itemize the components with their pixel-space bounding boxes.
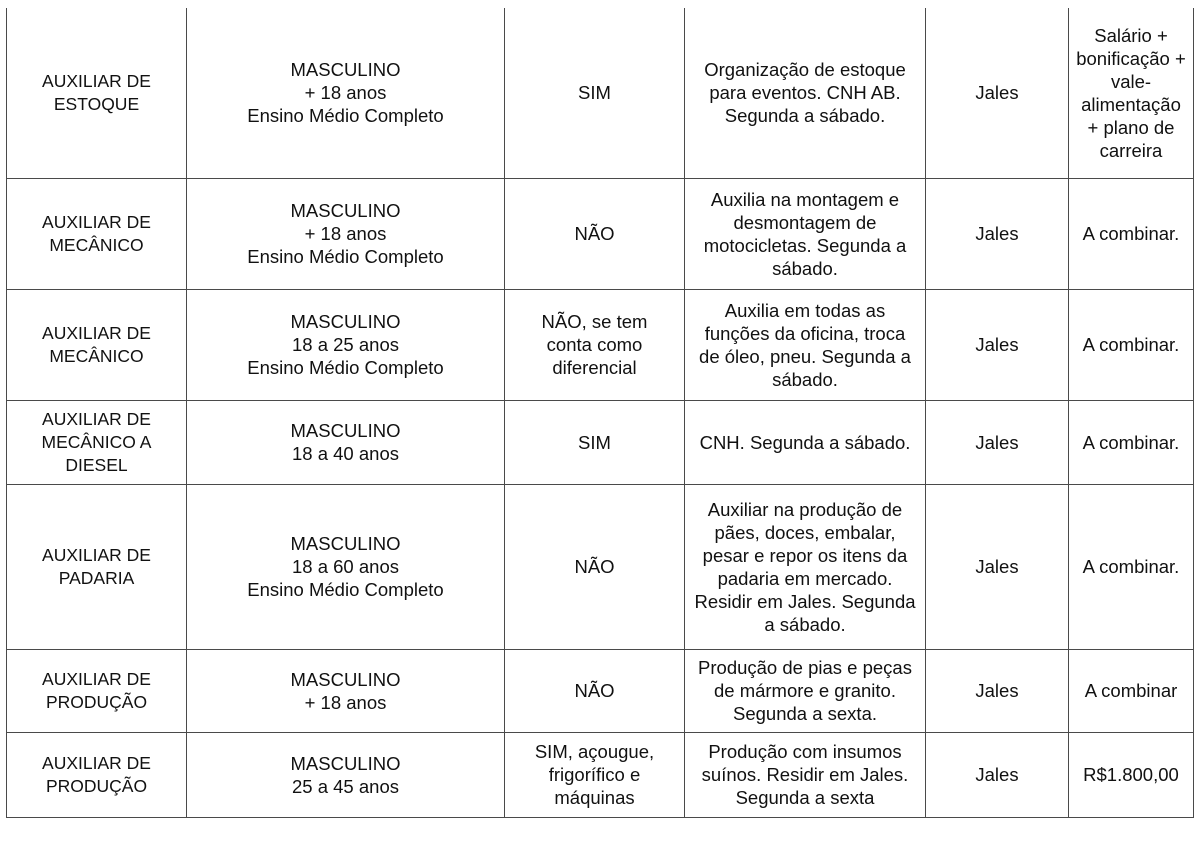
experience-cell: SIM, açougue, frigorífico e máquinas bbox=[505, 732, 685, 817]
table-row bbox=[7, 8, 1194, 178]
table-row bbox=[7, 732, 1194, 817]
profile-cell: MASCULINO 25 a 45 anos bbox=[187, 732, 505, 817]
job-title-cell: AUXILIAR DE MECÂNICO A DIESEL bbox=[7, 400, 187, 484]
description-cell: Auxiliar na produção de pães, doces, embalar, pesar e repor os itens da padaria em mercado. Residir em Jales. Segunda a sábado. bbox=[685, 484, 926, 649]
job-title-cell: AUXILIAR DE MECÂNICO bbox=[7, 178, 187, 289]
experience-cell: SIM bbox=[505, 400, 685, 484]
salary-cell: A combinar bbox=[1069, 649, 1194, 732]
city-cell: Jales bbox=[926, 649, 1069, 732]
salary-cell: A combinar. bbox=[1069, 289, 1194, 400]
job-title-cell: AUXILIAR DE ESTOQUE bbox=[7, 8, 187, 178]
salary-cell: A combinar. bbox=[1069, 400, 1194, 484]
job-title-cell: AUXILIAR DE PRODUÇÃO bbox=[7, 649, 187, 732]
table-row bbox=[7, 289, 1194, 400]
profile-cell: MASCULINO + 18 anos Ensino Médio Completo bbox=[187, 178, 505, 289]
job-title-cell: AUXILIAR DE PADARIA bbox=[7, 484, 187, 649]
profile-cell: MASCULINO + 18 anos bbox=[187, 649, 505, 732]
profile-cell: MASCULINO 18 a 25 anos Ensino Médio Completo bbox=[187, 289, 505, 400]
city-cell: Jales bbox=[926, 178, 1069, 289]
table-row bbox=[7, 178, 1194, 289]
table-row bbox=[7, 400, 1194, 484]
city-cell: Jales bbox=[926, 484, 1069, 649]
description-cell: Produção de pias e peças de mármore e granito. Segunda a sexta. bbox=[685, 649, 926, 732]
description-cell: Auxilia na montagem e desmontagem de motocicletas. Segunda a sábado. bbox=[685, 178, 926, 289]
job-title-cell: AUXILIAR DE PRODUÇÃO bbox=[7, 732, 187, 817]
city-cell: Jales bbox=[926, 400, 1069, 484]
experience-cell: SIM bbox=[505, 8, 685, 178]
profile-cell: MASCULINO + 18 anos Ensino Médio Completo bbox=[187, 8, 505, 178]
salary-cell: A combinar. bbox=[1069, 178, 1194, 289]
job-listings-table bbox=[6, 8, 1194, 818]
experience-cell: NÃO bbox=[505, 484, 685, 649]
salary-cell: R$1.800,00 bbox=[1069, 732, 1194, 817]
salary-cell: A combinar. bbox=[1069, 484, 1194, 649]
city-cell: Jales bbox=[926, 289, 1069, 400]
description-cell: CNH. Segunda a sábado. bbox=[685, 400, 926, 484]
experience-cell: NÃO bbox=[505, 649, 685, 732]
job-table-container bbox=[6, 8, 1193, 818]
description-cell: Auxilia em todas as funções da oficina, troca de óleo, pneu. Segunda a sábado. bbox=[685, 289, 926, 400]
table-row bbox=[7, 649, 1194, 732]
experience-cell: NÃO, se tem conta como diferencial bbox=[505, 289, 685, 400]
city-cell: Jales bbox=[926, 8, 1069, 178]
salary-cell: Salário + bonificação + vale- alimentação + plano de carreira bbox=[1069, 8, 1194, 178]
table-row bbox=[7, 484, 1194, 649]
description-cell: Produção com insumos suínos. Residir em Jales. Segunda a sexta bbox=[685, 732, 926, 817]
job-title-cell: AUXILIAR DE MECÂNICO bbox=[7, 289, 187, 400]
description-cell: Organização de estoque para eventos. CNH AB. Segunda a sábado. bbox=[685, 8, 926, 178]
city-cell: Jales bbox=[926, 732, 1069, 817]
profile-cell: MASCULINO 18 a 60 anos Ensino Médio Completo bbox=[187, 484, 505, 649]
profile-cell: MASCULINO 18 a 40 anos bbox=[187, 400, 505, 484]
experience-cell: NÃO bbox=[505, 178, 685, 289]
